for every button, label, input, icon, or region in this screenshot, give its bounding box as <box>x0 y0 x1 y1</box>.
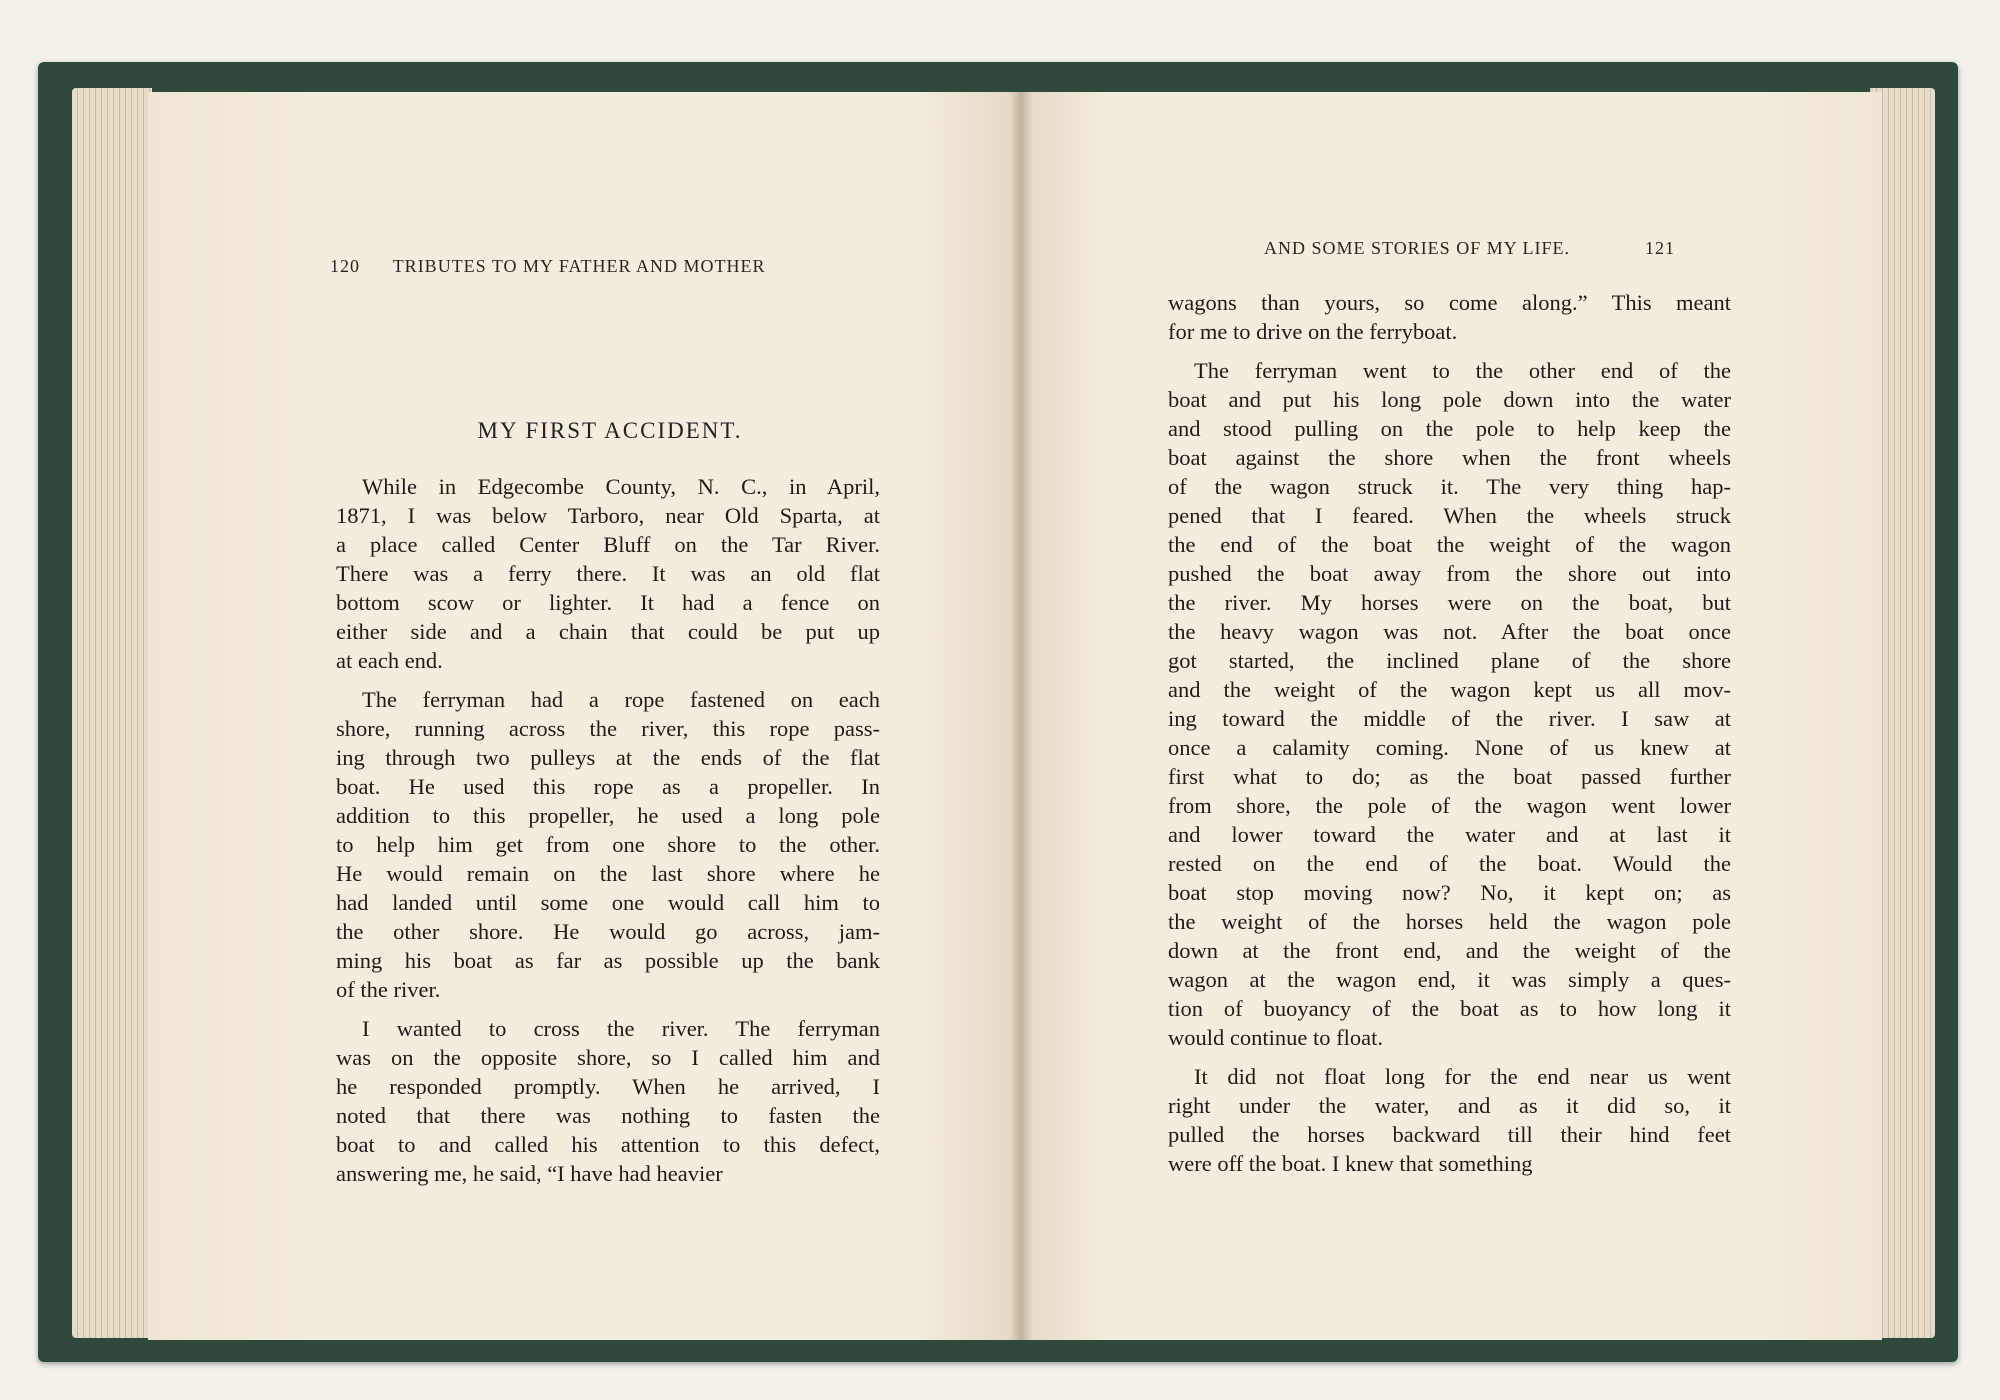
right-running-head-text: AND SOME STORIES OF MY LIFE. <box>1264 238 1571 258</box>
paragraph <box>336 685 880 1004</box>
paragraph <box>336 1014 880 1188</box>
text-line: for me to drive on the ferryboat. <box>1168 319 1458 344</box>
text-line: and stood pulling on the pole to help keep the <box>1168 416 1731 441</box>
text-line: he responded promptly. When he arrived, I <box>336 1074 880 1099</box>
text-line: from shore, the pole of the wagon went lower <box>1168 793 1731 818</box>
text-line: wagon at the wagon end, it was simply a ques- <box>1168 967 1731 992</box>
text-line: noted that there was nothing to fasten the <box>336 1103 880 1128</box>
text-line: He would remain on the last shore where he <box>336 861 880 886</box>
text-line: boat against the shore when the front wheels <box>1168 445 1731 470</box>
text-line: The ferryman went to the other end of the <box>1194 358 1731 383</box>
text-line: the heavy wagon was not. After the boat once <box>1168 619 1731 644</box>
right-running-head <box>1264 238 1675 259</box>
text-line: It did not float long for the end near us went <box>1194 1064 1731 1089</box>
left-page-body <box>336 472 880 1198</box>
page-edges-left <box>72 88 152 1338</box>
text-line: boat and put his long pole down into the water <box>1168 387 1731 412</box>
right-page-body <box>1168 288 1731 1188</box>
text-line: boat stop moving now? No, it kept on; as <box>1168 880 1731 905</box>
text-line: got started, the inclined plane of the shore <box>1168 648 1731 673</box>
text-line: The ferryman had a rope fastened on each <box>362 687 880 712</box>
text-line: shore, running across the river, this rope pass- <box>336 716 880 741</box>
text-line: bottom scow or lighter. It had a fence on <box>336 590 880 615</box>
chapter-title: MY FIRST ACCIDENT. <box>477 418 743 443</box>
text-line: once a calamity coming. None of us knew at <box>1168 735 1731 760</box>
text-line: was on the opposite shore, so I called him and <box>336 1045 880 1070</box>
text-line: the end of the boat the weight of the wagon <box>1168 532 1731 557</box>
text-line: pulled the horses backward till their hind feet <box>1168 1122 1731 1147</box>
text-line: I wanted to cross the river. The ferryman <box>362 1016 880 1041</box>
text-line: and lower toward the water and at last it <box>1168 822 1731 847</box>
text-line: down at the front end, and the weight of the <box>1168 938 1731 963</box>
text-line: to help him get from one shore to the other. <box>336 832 880 857</box>
text-line: of the wagon struck it. The very thing hap- <box>1168 474 1731 499</box>
text-line: first what to do; as the boat passed further <box>1168 764 1731 789</box>
paragraph <box>336 472 880 675</box>
paragraph <box>1168 356 1731 1052</box>
text-line: at each end. <box>336 648 443 673</box>
text-line: boat. He used this rope as a propeller. In <box>336 774 880 799</box>
text-line: of the river. <box>336 977 441 1002</box>
text-line: tion of buoyancy of the boat as to how long it <box>1168 996 1731 1021</box>
paragraph <box>1168 1062 1731 1178</box>
right-page-number: 121 <box>1645 238 1676 258</box>
text-line: had landed until some one would call him to <box>336 890 880 915</box>
text-line: ming his boat as far as possible up the bank <box>336 948 880 973</box>
text-line: the other shore. He would go across, jam- <box>336 919 880 944</box>
text-line: wagons than yours, so come along.” This meant <box>1168 290 1731 315</box>
text-line: rested on the end of the boat. Would the <box>1168 851 1731 876</box>
book-gutter <box>1010 92 1032 1340</box>
left-page-number: 120 <box>330 256 360 276</box>
text-line: and the weight of the wagon kept us all mov- <box>1168 677 1731 702</box>
paragraph <box>1168 288 1731 346</box>
text-line: While in Edgecombe County, N. C., in April, <box>362 474 880 499</box>
left-running-head-text: TRIBUTES TO MY FATHER AND MOTHER <box>392 256 766 276</box>
text-line: pened that I feared. When the wheels struck <box>1168 503 1731 528</box>
text-line: right under the water, and as it did so, it <box>1168 1093 1731 1118</box>
text-line: addition to this propeller, he used a long pole <box>336 803 880 828</box>
left-running-head <box>330 256 766 277</box>
text-line: either side and a chain that could be put up <box>336 619 880 644</box>
text-line: the weight of the horses held the wagon pole <box>1168 909 1731 934</box>
text-line: a place called Center Bluff on the Tar River. <box>336 532 880 557</box>
text-line: would continue to float. <box>1168 1025 1383 1050</box>
text-line: boat to and called his attention to this defect, <box>336 1132 880 1157</box>
text-line: the river. My horses were on the boat, but <box>1168 590 1731 615</box>
text-line: There was a ferry there. It was an old flat <box>336 561 880 586</box>
text-line: were off the boat. I knew that something <box>1168 1151 1533 1176</box>
text-line: answering me, he said, “I have had heavier <box>336 1161 723 1186</box>
text-line: ing toward the middle of the river. I saw at <box>1168 706 1731 731</box>
text-line: pushed the boat away from the shore out into <box>1168 561 1731 586</box>
text-line: 1871, I was below Tarboro, near Old Sparta, at <box>336 503 880 528</box>
text-line: ing through two pulleys at the ends of the flat <box>336 745 880 770</box>
